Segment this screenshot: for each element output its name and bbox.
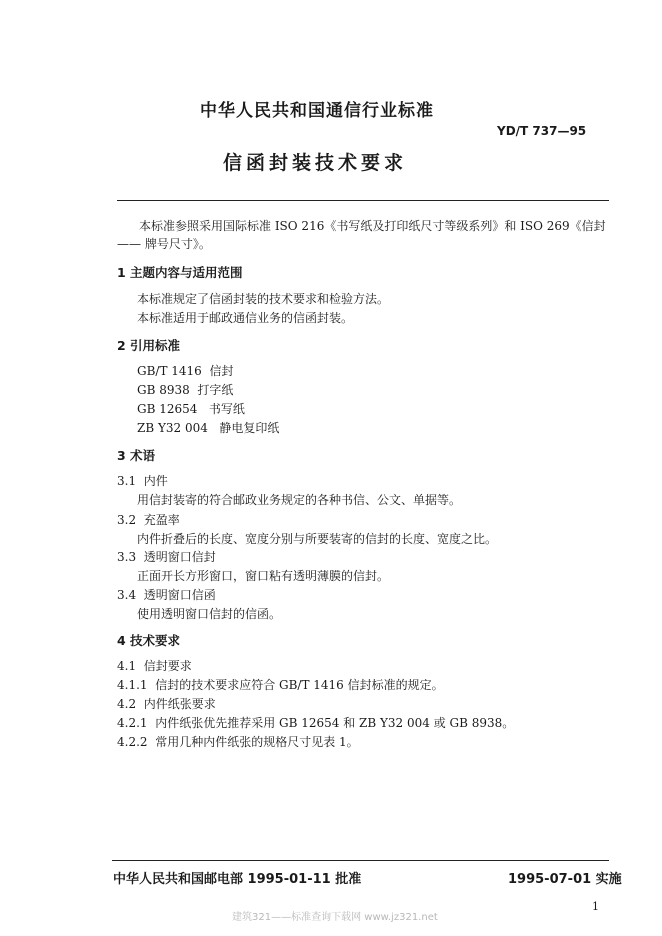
reference-item <box>137 419 279 437</box>
approval-line: 中华人民共和国邮电部 1995-01-11 批准 <box>113 872 362 887</box>
reference-item <box>137 362 233 380</box>
implementation-date: 1995-07-01 实施 <box>508 872 622 887</box>
section-3-heading: 3 术语 <box>117 448 156 463</box>
section-2-heading: 2 引用标准 <box>117 338 181 353</box>
term-heading <box>117 586 216 603</box>
term-definition: 使用透明窗口信封的信函。 <box>137 607 282 621</box>
term-definition: 用信封装寄的符合邮政业务规定的各种书信、公文、单据等。 <box>137 493 462 507</box>
reference-name: 打字纸 <box>197 383 234 397</box>
header-divider <box>117 200 609 201</box>
section-1-line-2: 本标准适用于邮政通信业务的信函封装。 <box>137 311 354 325</box>
term-name: 透明窗口信函 <box>143 588 216 602</box>
requirement-text: 内件纸张优先推荐采用 GB 12654 和 ZB Y32 004 或 GB 8938。 <box>155 716 515 730</box>
requirement-text: 内件纸张要求 <box>143 697 216 711</box>
requirement-text: 信封的技术要求应符合 GB/T 1416 信封标准的规定。 <box>155 678 444 692</box>
requirement-text: 常用几种内件纸张的规格尺寸见表 1。 <box>155 735 359 749</box>
requirement-item <box>117 733 359 750</box>
requirement-item <box>117 657 192 674</box>
term-number: 3.1 <box>117 474 137 488</box>
term-heading <box>117 511 180 528</box>
requirement-text: 信封要求 <box>143 659 192 673</box>
document-title: 信函封装技术要求 <box>223 152 408 174</box>
term-definition: 正面开长方形窗口，窗口粘有透明薄膜的信封。 <box>137 569 390 583</box>
requirement-item <box>117 695 216 712</box>
term-name: 透明窗口信封 <box>143 550 216 564</box>
term-heading <box>117 548 216 565</box>
intro-paragraph: 本标准参照采用国际标准 ISO 216《书写纸及打印纸尺寸等级系列》和 ISO 269《信封—— 牌号尺寸》。 <box>117 219 606 251</box>
term-heading <box>117 472 168 489</box>
requirement-number: 4.1 <box>117 659 137 673</box>
requirement-number: 4.2.1 <box>117 716 148 730</box>
reference-name: 静电复印纸 <box>219 421 280 435</box>
term-number: 3.3 <box>117 550 137 564</box>
reference-item <box>137 400 245 418</box>
requirement-item <box>117 676 444 693</box>
requirement-number: 4.2 <box>117 697 137 711</box>
reference-code: ZB Y32 004 <box>137 421 208 435</box>
requirement-number: 4.2.2 <box>117 735 148 749</box>
section-1-heading: 1 主题内容与适用范围 <box>117 265 243 280</box>
reference-name: 信封 <box>209 364 234 378</box>
section-4-heading: 4 技术要求 <box>117 633 181 648</box>
requirement-item <box>117 714 514 731</box>
section-1-line-1: 本标准规定了信函封装的技术要求和检验方法。 <box>137 292 390 306</box>
reference-item <box>137 381 233 399</box>
issuing-organization: 中华人民共和国通信行业标准 <box>200 101 434 121</box>
term-definition: 内件折叠后的长度、宽度分别与所要装寄的信封的长度、宽度之比。 <box>137 532 498 546</box>
reference-name: 书写纸 <box>208 402 245 416</box>
term-number: 3.4 <box>117 588 137 602</box>
standard-code: YD/T 737—95 <box>497 124 587 138</box>
term-name: 内件 <box>143 474 168 488</box>
reference-code: GB 12654 <box>137 402 198 416</box>
footer-divider <box>112 860 609 861</box>
requirement-number: 4.1.1 <box>117 678 148 692</box>
reference-code: GB/T 1416 <box>137 364 202 378</box>
site-watermark: 建筑321——标准查询下载网 www.jz321.net <box>232 912 438 923</box>
reference-code: GB 8938 <box>137 383 190 397</box>
term-name: 充盈率 <box>143 513 180 527</box>
page-number: 1 <box>592 900 599 913</box>
term-number: 3.2 <box>117 513 137 527</box>
